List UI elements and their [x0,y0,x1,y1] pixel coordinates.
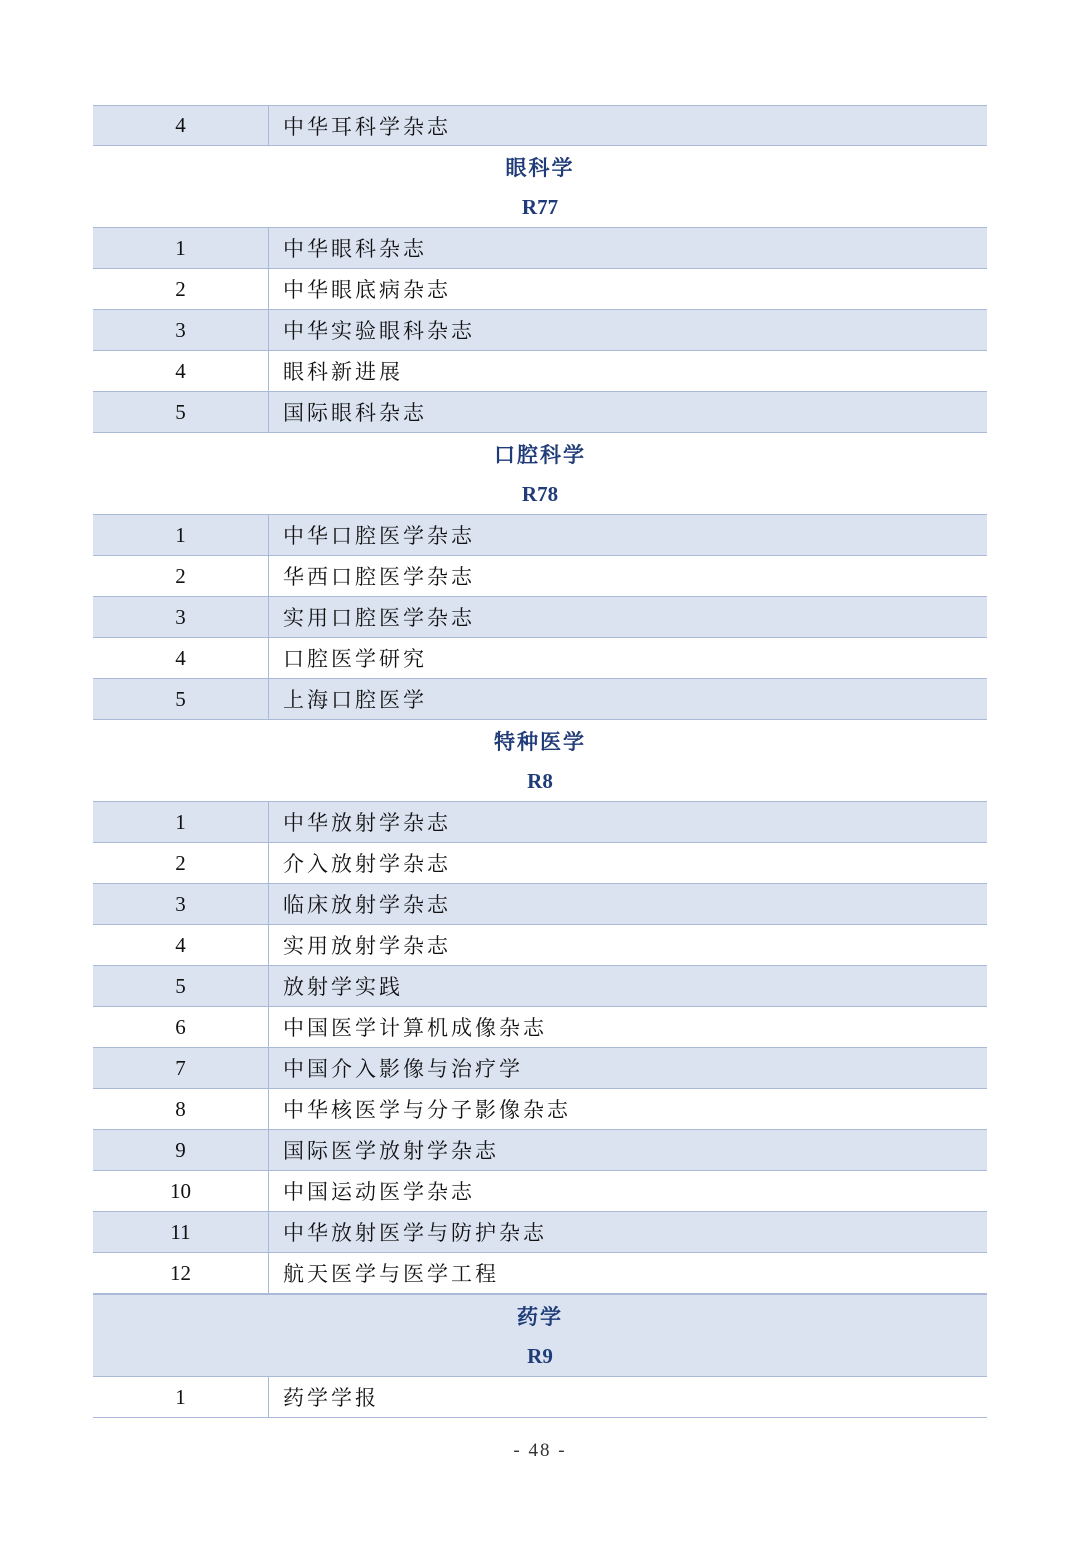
row-number: 2 [93,556,269,596]
journal-name: 中国运动医学杂志 [283,1180,475,1204]
journal-name: 中华核医学与分子影像杂志 [283,1098,571,1122]
table-row [93,1171,987,1212]
table-row [93,843,987,884]
table-row [93,1048,987,1089]
journal-table [93,105,987,1418]
journal-name: 中华实验眼科杂志 [283,319,475,343]
table-row [93,802,987,843]
journal-name: 上海口腔医学 [283,688,427,712]
table-row [93,1130,987,1171]
journal-name: 中华放射医学与防护杂志 [283,1221,547,1245]
journal-name: 国际眼科杂志 [283,401,427,425]
row-number: 8 [93,1089,269,1129]
journal-name: 中华眼科杂志 [283,237,427,261]
section-heading: 眼科学 [505,154,575,180]
row-number: 5 [93,679,269,719]
table-row [93,1212,987,1253]
table-row [93,925,987,966]
table-row [93,556,987,597]
row-number: 5 [93,392,269,432]
journal-name: 眼科新进展 [283,360,403,384]
row-number: 3 [93,884,269,924]
section-code: R9 [93,1336,987,1377]
row-number: 6 [93,1007,269,1047]
row-number: 1 [93,1377,269,1417]
row-number: 10 [93,1171,269,1211]
journal-name: 中国医学计算机成像杂志 [283,1016,547,1040]
section-code: R78 [93,474,987,515]
journal-name: 中华眼底病杂志 [283,278,451,302]
journal-name: 国际医学放射学杂志 [283,1139,499,1163]
table-row [93,638,987,679]
row-number: 3 [93,310,269,350]
row-number: 12 [93,1253,269,1293]
table-row [93,515,987,556]
journal-name: 介入放射学杂志 [283,852,451,876]
row-number: 4 [93,351,269,391]
row-number: 9 [93,1130,269,1170]
table-row [93,1089,987,1130]
journal-name: 中华耳科学杂志 [283,114,451,139]
journal-name: 口腔医学研究 [283,647,427,671]
row-number: 4 [93,925,269,965]
row-number: 2 [93,269,269,309]
journal-name: 临床放射学杂志 [283,893,451,917]
table-row [93,597,987,638]
section-code: R8 [93,761,987,802]
section-header-block [93,1294,987,1377]
journal-name: 药学学报 [283,1386,379,1410]
row-number: 1 [93,802,269,842]
journal-name: 航天医学与医学工程 [283,1262,499,1286]
journal-name: 中华口腔医学杂志 [283,524,475,548]
section-heading: 特种医学 [494,728,586,754]
table-row [93,269,987,310]
table-row [93,228,987,269]
row-number: 1 [93,228,269,268]
table-row [93,1377,987,1418]
row-number: 2 [93,843,269,883]
row-number: 3 [93,597,269,637]
journal-name: 中国介入影像与治疗学 [283,1057,523,1081]
page-number: - 48 - [513,1440,567,1461]
section-heading: 药学 [517,1303,563,1329]
table-row [93,351,987,392]
table-row [93,679,987,720]
table-row [93,1007,987,1048]
table-row [93,884,987,925]
journal-name: 实用放射学杂志 [283,934,451,958]
table-row [93,105,987,146]
journal-name: 华西口腔医学杂志 [283,565,475,589]
row-number: 7 [93,1048,269,1088]
table-row [93,310,987,351]
row-number: 4 [93,106,269,145]
table-row [93,1253,987,1294]
journal-name: 中华放射学杂志 [283,811,451,835]
section-heading: 口腔科学 [494,441,586,467]
table-row [93,966,987,1007]
row-number: 11 [93,1212,269,1252]
row-number: 1 [93,515,269,555]
journal-name: 放射学实践 [283,975,403,999]
table-row [93,392,987,433]
row-number: 5 [93,966,269,1006]
journal-name: 实用口腔医学杂志 [283,606,475,630]
row-number: 4 [93,638,269,678]
section-code: R77 [93,187,987,228]
